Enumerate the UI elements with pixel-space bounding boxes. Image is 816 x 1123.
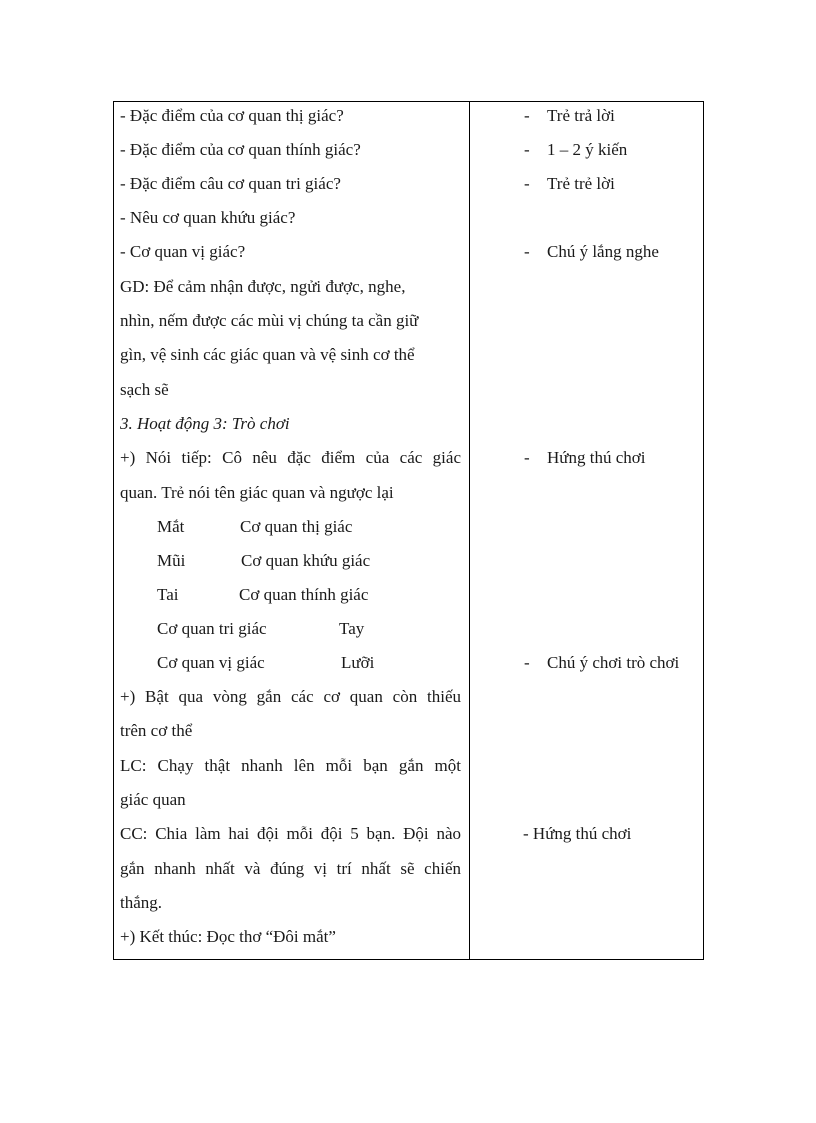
question-hearing-organ: - Đặc điểm của cơ quan thính giác? (120, 140, 361, 159)
question-smell-organ: - Nêu cơ quan khứu giác? (120, 208, 296, 227)
pair-row (114, 516, 469, 538)
pair-term: Cơ quan vị giác (157, 653, 265, 672)
pair-match: Cơ quan thính giác (239, 585, 369, 604)
pair-match: Cơ quan khứu giác (241, 551, 371, 570)
ending-line: +) Kết thúc: Đọc thơ “Đôi mắt” (120, 927, 336, 946)
play-line-2: gắn nhanh nhất và đúng vị trí nhất sẽ chiến (120, 859, 461, 878)
bullet-dash: - (524, 653, 530, 672)
question-visual-organ: - Đặc điểm của cơ quan thị giác? (120, 106, 344, 125)
bullet-dash: - (524, 140, 530, 159)
pair-row (114, 652, 469, 674)
bullet-dash: - (524, 106, 530, 125)
pair-term: Mũi (157, 551, 186, 570)
response-text: 1 – 2 ý kiến (547, 140, 628, 159)
response-text: Trẻ trả lời (547, 106, 615, 125)
education-line-2: nhìn, nếm được các mùi vị chúng ta cần giữ (120, 311, 419, 330)
pair-match: Cơ quan thị giác (240, 517, 353, 536)
education-line-1: GD: Để cảm nhận được, ngửi được, nghe, (120, 277, 406, 296)
response-text: Hứng thú chơi (547, 448, 646, 467)
bullet-dash: - (524, 242, 530, 261)
pair-match: Lưỡi (341, 653, 375, 672)
question-touch-organ: - Đặc điểm câu cơ quan tri giác? (120, 174, 341, 193)
game-2-line-2: trên cơ thể (120, 721, 193, 740)
response-text: - Hứng thú chơi (523, 824, 632, 843)
response-text: Trẻ trẻ lời (547, 174, 615, 193)
pair-term: Mắt (157, 517, 185, 536)
game-1-line-1: +) Nói tiếp: Cô nêu đặc điểm của các giác (120, 448, 461, 467)
play-line-3: thắng. (120, 893, 163, 912)
education-line-4: sạch sẽ (120, 380, 169, 399)
rules-line-2: giác quan (120, 790, 186, 809)
bullet-dash: - (524, 174, 530, 193)
bullet-dash: - (524, 448, 530, 467)
activity-table (113, 101, 704, 960)
play-line-1: CC: Chia làm hai đội mỗi đội 5 bạn. Đội nào (120, 824, 461, 843)
column-divider (469, 102, 470, 959)
pair-term: Cơ quan tri giác (157, 619, 267, 638)
pair-row (114, 618, 469, 640)
question-taste-organ: - Cơ quan vị giác? (120, 242, 246, 261)
pair-row (114, 584, 469, 606)
pair-match: Tay (339, 619, 365, 638)
pair-term: Tai (157, 585, 179, 604)
pair-row (114, 550, 469, 572)
game-2-line-1: +) Bật qua vòng gắn các cơ quan còn thiếu (120, 687, 461, 706)
response-text: Chú ý lắng nghe (547, 242, 659, 261)
rules-line-1: LC: Chạy thật nhanh lên mỗi bạn gắn một (120, 756, 461, 775)
education-line-3: gìn, vệ sinh các giác quan và vệ sinh cơ thể (120, 345, 415, 364)
game-1-line-2: quan. Trẻ nói tên giác quan và ngược lại (120, 483, 394, 502)
activity-3-heading: 3. Hoạt động 3: Trò chơi (120, 414, 290, 433)
response-text: Chú ý chơi trò chơi (547, 653, 680, 672)
